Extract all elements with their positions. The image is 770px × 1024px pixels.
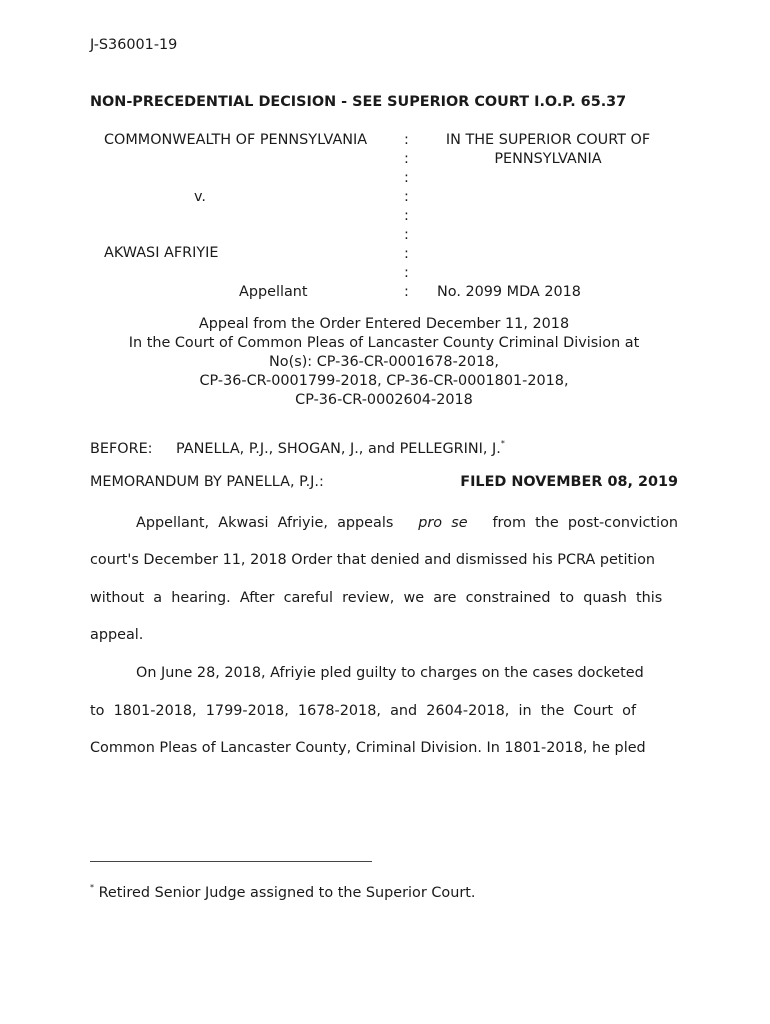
- appeal-line: Appeal from the Order Entered December 11, 2018: [198, 316, 570, 332]
- footnote-mark: *: [90, 883, 94, 892]
- body-p1-line4: appeal.: [90, 627, 144, 643]
- caption-colon: :: [404, 151, 409, 167]
- caption-colon: :: [404, 170, 409, 186]
- appeal-line: No(s): CP-36-CR-0001678-2018,: [269, 354, 499, 370]
- footnote-text: Retired Senior Judge assigned to the Superior Court.: [98, 885, 476, 901]
- versus-label: v.: [194, 189, 206, 205]
- memorandum-author: MEMORANDUM BY PANELLA, P.J.:: [90, 474, 324, 490]
- before-label: BEFORE:: [90, 441, 153, 457]
- defendant-role: Appellant: [239, 284, 308, 300]
- body-text: Appellant, Akwasi Afriyie, appeals: [136, 515, 394, 531]
- body-text-italic: pro se: [418, 515, 468, 531]
- footnote-ref-mark: *: [500, 439, 505, 448]
- body-p1-line1: [136, 515, 678, 531]
- docket-number: No. 2099 MDA 2018: [437, 284, 581, 300]
- body-p2-line3: Common Pleas of Lancaster County, Criminal Division. In 1801-2018, he pled: [90, 740, 646, 756]
- filed-date: FILED NOVEMBER 08, 2019: [460, 474, 678, 490]
- caption-colon: :: [404, 189, 409, 205]
- footnote: [90, 885, 475, 901]
- plaintiff-name: COMMONWEALTH OF PENNSYLVANIA: [104, 132, 368, 148]
- caption-colon: :: [404, 265, 409, 281]
- appeal-line: CP-36-CR-0002604-2018: [295, 392, 473, 408]
- footnote-divider: [90, 861, 372, 862]
- caption-colon: :: [404, 227, 409, 243]
- body-p2-line1: On June 28, 2018, Afriyie pled guilty to charges on the cases docketed: [136, 665, 644, 681]
- caption-colon: :: [404, 246, 409, 262]
- body-p1-line3: without a hearing. After careful review, we are constrained to quash this: [90, 590, 663, 606]
- caption-colon: :: [404, 208, 409, 224]
- caption-colon: :: [404, 284, 409, 300]
- appeal-line: In the Court of Common Pleas of Lancaster County Criminal Division at: [128, 335, 640, 351]
- case-id-header: J-S36001-19: [90, 37, 178, 53]
- body-text: from the post-conviction: [492, 515, 678, 531]
- body-p1-line2: court's December 11, 2018 Order that denied and dismissed his PCRA petition: [90, 552, 656, 568]
- panel-judges: [176, 441, 505, 457]
- court-name-line1: IN THE SUPERIOR COURT OF: [445, 132, 651, 148]
- defendant-name: AKWASI AFRIYIE: [104, 245, 219, 261]
- panel-judges-text: PANELLA, P.J., SHOGAN, J., and PELLEGRINI, J.: [176, 441, 501, 457]
- appeal-info: [90, 315, 678, 410]
- appeal-line: CP-36-CR-0001799-2018, CP-36-CR-0001801-2018,: [199, 373, 569, 389]
- non-precedential-notice: NON-PRECEDENTIAL DECISION - SEE SUPERIOR COURT I.O.P. 65.37: [90, 94, 627, 110]
- court-name-line2: PENNSYLVANIA: [494, 151, 602, 167]
- body-p2-line2: to 1801-2018, 1799-2018, 1678-2018, and 2604-2018, in the Court of: [90, 703, 637, 719]
- caption-colon: :: [404, 132, 409, 148]
